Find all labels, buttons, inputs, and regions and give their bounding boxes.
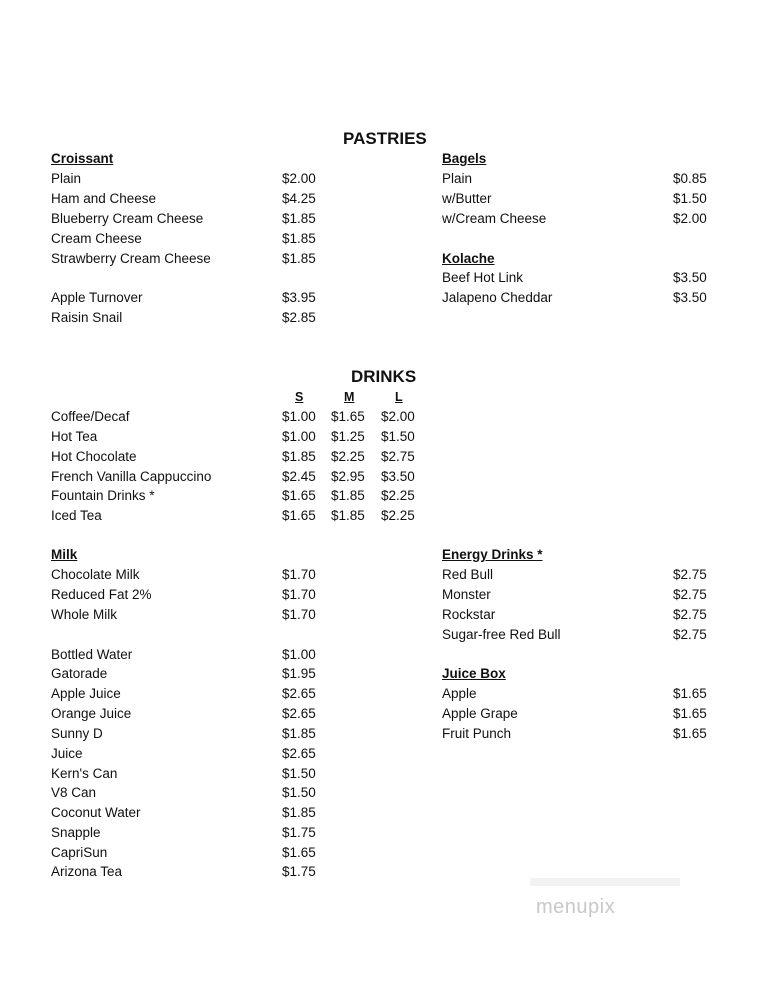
item-price: $2.65 <box>282 686 316 701</box>
price-medium: $1.25 <box>331 429 365 444</box>
price-large: $1.50 <box>381 429 415 444</box>
bagels-header: Bagels <box>442 151 487 166</box>
kolache-header: Kolache <box>442 251 495 266</box>
item-name: Juice <box>51 746 83 761</box>
price-small: $1.00 <box>282 429 316 444</box>
item-name: Coconut Water <box>51 805 141 820</box>
item-price: $3.50 <box>673 290 707 305</box>
list-item <box>51 645 351 665</box>
energy-drinks-header: Energy Drinks * <box>442 547 543 562</box>
list-item <box>51 308 351 328</box>
size-header-m: M <box>344 390 355 404</box>
item-name: Orange Juice <box>51 706 132 721</box>
list-item <box>51 764 351 784</box>
item-name: Arizona Tea <box>51 864 123 879</box>
price-small: $1.65 <box>282 508 316 523</box>
item-name: Kern's Can <box>51 766 118 781</box>
price-large: $2.00 <box>381 409 415 424</box>
item-price: $1.85 <box>282 231 316 246</box>
list-item <box>51 803 351 823</box>
list-item <box>51 704 351 724</box>
price-medium: $1.65 <box>331 409 365 424</box>
list-item <box>442 169 742 189</box>
list-item <box>442 605 742 625</box>
item-price: $2.65 <box>282 746 316 761</box>
item-name: Fruit Punch <box>442 726 512 741</box>
list-item <box>51 407 431 427</box>
size-header-s: S <box>295 390 304 404</box>
list-item <box>51 664 351 684</box>
item-name: Fountain Drinks * <box>51 488 155 503</box>
list-item <box>51 229 351 249</box>
item-name: Sugar-free Red Bull <box>442 627 561 642</box>
item-price: $2.75 <box>673 607 707 622</box>
list-item <box>51 169 351 189</box>
list-item <box>51 249 351 269</box>
list-item <box>51 862 351 882</box>
price-large: $2.25 <box>381 508 415 523</box>
pastries-title: PASTRIES <box>343 129 427 148</box>
list-item <box>442 288 742 308</box>
item-name: Reduced Fat 2% <box>51 587 152 602</box>
item-price: $1.65 <box>673 686 707 701</box>
juice-box-header: Juice Box <box>442 666 506 681</box>
price-small: $1.65 <box>282 488 316 503</box>
list-item <box>442 189 742 209</box>
item-name: Apple <box>442 686 477 701</box>
list-item <box>51 565 351 585</box>
item-name: Bottled Water <box>51 647 133 662</box>
item-name: Monster <box>442 587 491 602</box>
item-price: $1.65 <box>282 845 316 860</box>
watermark-faint-text <box>530 878 680 886</box>
list-item <box>51 783 351 803</box>
item-price: $1.95 <box>282 666 316 681</box>
list-item <box>51 189 351 209</box>
price-large: $2.25 <box>381 488 415 503</box>
item-price: $1.70 <box>282 567 316 582</box>
croissant-header: Croissant <box>51 151 114 166</box>
item-price: $2.65 <box>282 706 316 721</box>
item-name: Apple Juice <box>51 686 121 701</box>
item-name: Hot Tea <box>51 429 98 444</box>
item-name: w/Cream Cheese <box>442 211 547 226</box>
size-header-l: L <box>395 390 403 404</box>
item-price: $1.85 <box>282 251 316 266</box>
item-price: $4.25 <box>282 191 316 206</box>
item-name: CapriSun <box>51 845 108 860</box>
list-item <box>51 744 351 764</box>
list-item <box>442 724 742 744</box>
list-item <box>51 585 351 605</box>
item-name: Apple Grape <box>442 706 518 721</box>
item-name: French Vanilla Cappuccino <box>51 469 212 484</box>
item-name: Strawberry Cream Cheese <box>51 251 211 266</box>
item-price: $0.85 <box>673 171 707 186</box>
price-medium: $2.95 <box>331 469 365 484</box>
price-large: $3.50 <box>381 469 415 484</box>
item-price: $2.75 <box>673 587 707 602</box>
item-name: Plain <box>442 171 473 186</box>
item-name: Rockstar <box>442 607 496 622</box>
item-name: Jalapeno Cheddar <box>442 290 553 305</box>
list-item <box>51 605 351 625</box>
item-price: $1.65 <box>673 706 707 721</box>
list-item <box>51 467 431 487</box>
item-name: w/Butter <box>442 191 492 206</box>
item-name: Gatorade <box>51 666 108 681</box>
item-price: $3.95 <box>282 290 316 305</box>
price-medium: $2.25 <box>331 449 365 464</box>
item-price: $2.00 <box>282 171 316 186</box>
item-name: V8 Can <box>51 785 97 800</box>
item-name: Raisin Snail <box>51 310 123 325</box>
list-item <box>442 565 742 585</box>
list-item <box>442 625 742 645</box>
item-name: Chocolate Milk <box>51 567 140 582</box>
item-price: $1.85 <box>282 805 316 820</box>
list-item <box>442 704 742 724</box>
item-price: $1.65 <box>673 726 707 741</box>
list-item <box>51 823 351 843</box>
list-item <box>442 684 742 704</box>
list-item <box>51 506 431 526</box>
item-name: Plain <box>51 171 82 186</box>
milk-header: Milk <box>51 547 78 562</box>
item-price: $2.75 <box>673 567 707 582</box>
menupix-watermark: menupix <box>536 896 616 918</box>
item-price: $1.70 <box>282 587 316 602</box>
item-price: $1.75 <box>282 825 316 840</box>
list-item <box>442 209 742 229</box>
item-price: $2.85 <box>282 310 316 325</box>
item-name: Whole Milk <box>51 607 118 622</box>
list-item <box>51 427 431 447</box>
price-small: $1.00 <box>282 409 316 424</box>
list-item <box>51 724 351 744</box>
list-item <box>51 209 351 229</box>
item-price: $1.50 <box>673 191 707 206</box>
item-price: $1.85 <box>282 726 316 741</box>
list-item <box>51 447 431 467</box>
list-item <box>442 585 742 605</box>
item-name: Coffee/Decaf <box>51 409 130 424</box>
list-item <box>51 684 351 704</box>
price-small: $2.45 <box>282 469 316 484</box>
item-name: Red Bull <box>442 567 494 582</box>
list-item <box>51 486 431 506</box>
list-item <box>51 288 351 308</box>
drinks-title: DRINKS <box>351 367 417 386</box>
item-name: Blueberry Cream Cheese <box>51 211 204 226</box>
item-name: Iced Tea <box>51 508 102 523</box>
price-small: $1.85 <box>282 449 316 464</box>
list-item <box>442 268 742 288</box>
item-price: $1.75 <box>282 864 316 879</box>
item-price: $1.85 <box>282 211 316 226</box>
item-price: $1.00 <box>282 647 316 662</box>
item-price: $2.00 <box>673 211 707 226</box>
list-item <box>51 843 351 863</box>
price-medium: $1.85 <box>331 508 365 523</box>
item-price: $1.50 <box>282 766 316 781</box>
item-price: $1.50 <box>282 785 316 800</box>
item-name: Ham and Cheese <box>51 191 157 206</box>
item-name: Cream Cheese <box>51 231 142 246</box>
item-name: Hot Chocolate <box>51 449 137 464</box>
item-name: Snapple <box>51 825 101 840</box>
price-medium: $1.85 <box>331 488 365 503</box>
item-name: Beef Hot Link <box>442 270 524 285</box>
item-name: Sunny D <box>51 726 103 741</box>
price-large: $2.75 <box>381 449 415 464</box>
item-name: Apple Turnover <box>51 290 143 305</box>
item-price: $1.70 <box>282 607 316 622</box>
item-price: $2.75 <box>673 627 707 642</box>
item-price: $3.50 <box>673 270 707 285</box>
